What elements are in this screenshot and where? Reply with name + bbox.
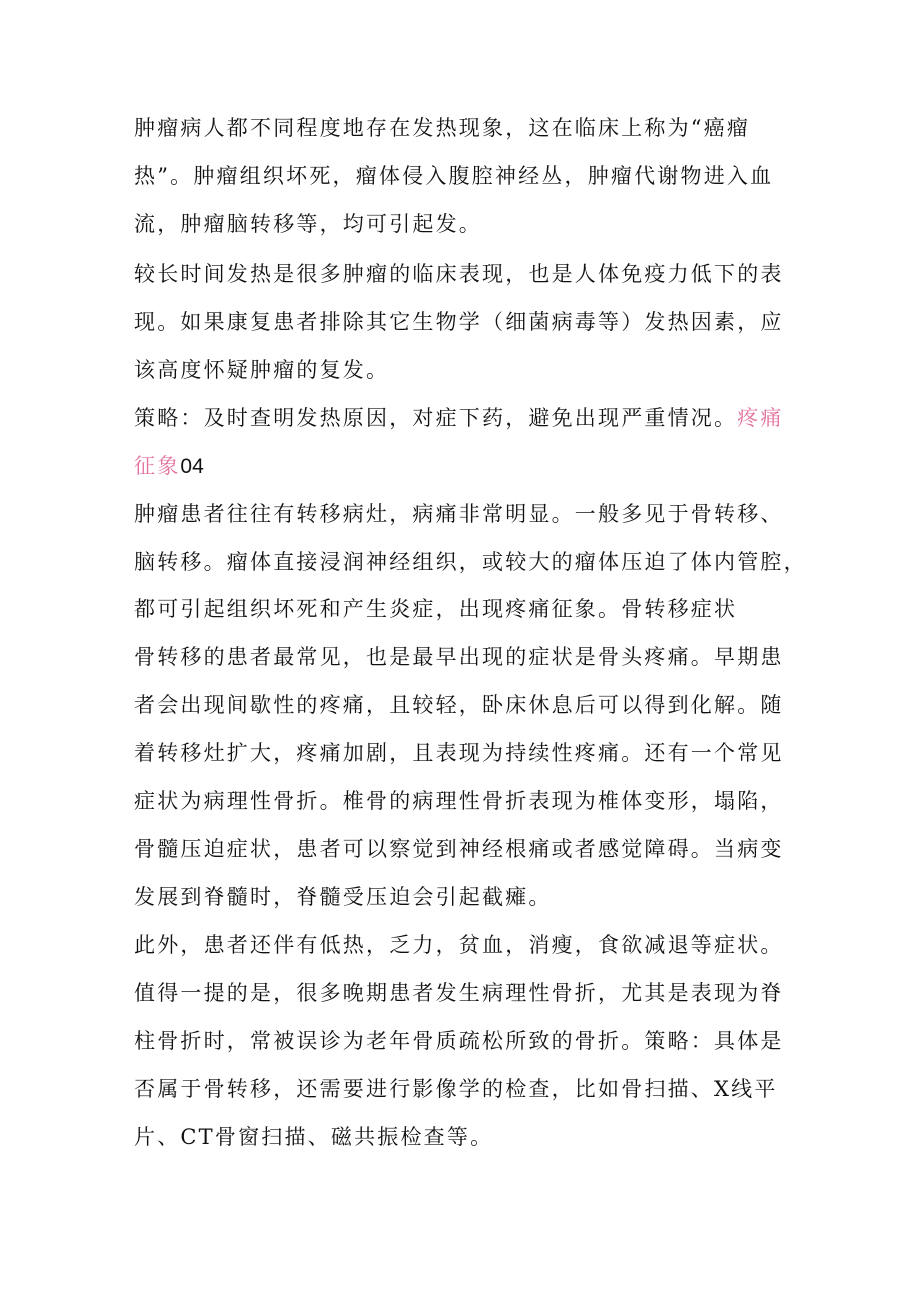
text-line: 热”。肿瘤组织坏死，瘤体侵入腹腔神经丛，肿瘤代谢物进入血 [134, 164, 774, 188]
text-line: 着转移灶扩大，疼痛加剧，且表现为持续性疼痛。还有一个常见 [134, 741, 784, 765]
text-line: 值得一提的是，很多晚期患者发生病理性骨折，尤其是表现为脊 [134, 981, 784, 1005]
strategy-text: 策略：及时查明发热原因，对症下药，避免出现严重情况。 [134, 406, 738, 430]
text-line: 者会出现间歇性的疼痛，且较轻，卧床休息后可以得到化解。随 [134, 693, 784, 717]
text-line: 发展到脊髓时，脊髓受压迫会引起截瘫。 [134, 885, 552, 909]
section-number: 04 [180, 455, 204, 478]
text-line: 现。如果康复患者排除其它生物学（细菌病毒等）发热因素，应 [134, 310, 784, 334]
section-heading-line [134, 448, 204, 484]
section-heading-part: 征象 [134, 454, 181, 478]
text-line: 该高度怀疑肿瘤的复发。 [134, 358, 390, 382]
text-line: 骨髓压迫症状，患者可以察觉到神经根痛或者感觉障碍。当病变 [134, 837, 784, 861]
text-line: 否属于骨转移，还需要进行影像学的检查，比如骨扫描、X线平 [134, 1077, 778, 1101]
text-line: 肿瘤患者往往有转移病灶，病痛非常明显。一般多见于骨转移、 [134, 502, 784, 526]
text-line: 肿瘤病人都不同程度地存在发热现象，这在临床上称为“癌瘤 [134, 116, 751, 140]
text-line: 都可引起组织坏死和产生炎症，出现疼痛征象。骨转移症状 [134, 597, 738, 621]
text-line: 脑转移。瘤体直接浸润神经组织，或较大的瘤体压迫了体内管腔， [134, 550, 807, 574]
text-line: 此外，患者还伴有低热，乏力，贫血，消瘦，食欲减退等症状。 [134, 933, 784, 957]
text-line: 症状为病理性骨折。椎骨的病理性骨折表现为椎体变形，塌陷， [134, 789, 784, 813]
strategy-line [134, 400, 784, 436]
text-line: 片、CT骨窗扫描、磁共振检查等。 [134, 1125, 494, 1149]
text-line: 较长时间发热是很多肿瘤的临床表现，也是人体免疫力低下的表 [134, 262, 784, 286]
text-line: 流，肿瘤脑转移等，均可引起发。 [134, 212, 482, 236]
text-line: 骨转移的患者最常见，也是最早出现的症状是骨头疼痛。早期患 [134, 645, 784, 669]
text-line: 柱骨折时，常被误诊为老年骨质疏松所致的骨折。策略：具体是 [134, 1029, 784, 1053]
section-heading-part: 疼痛 [737, 406, 784, 430]
